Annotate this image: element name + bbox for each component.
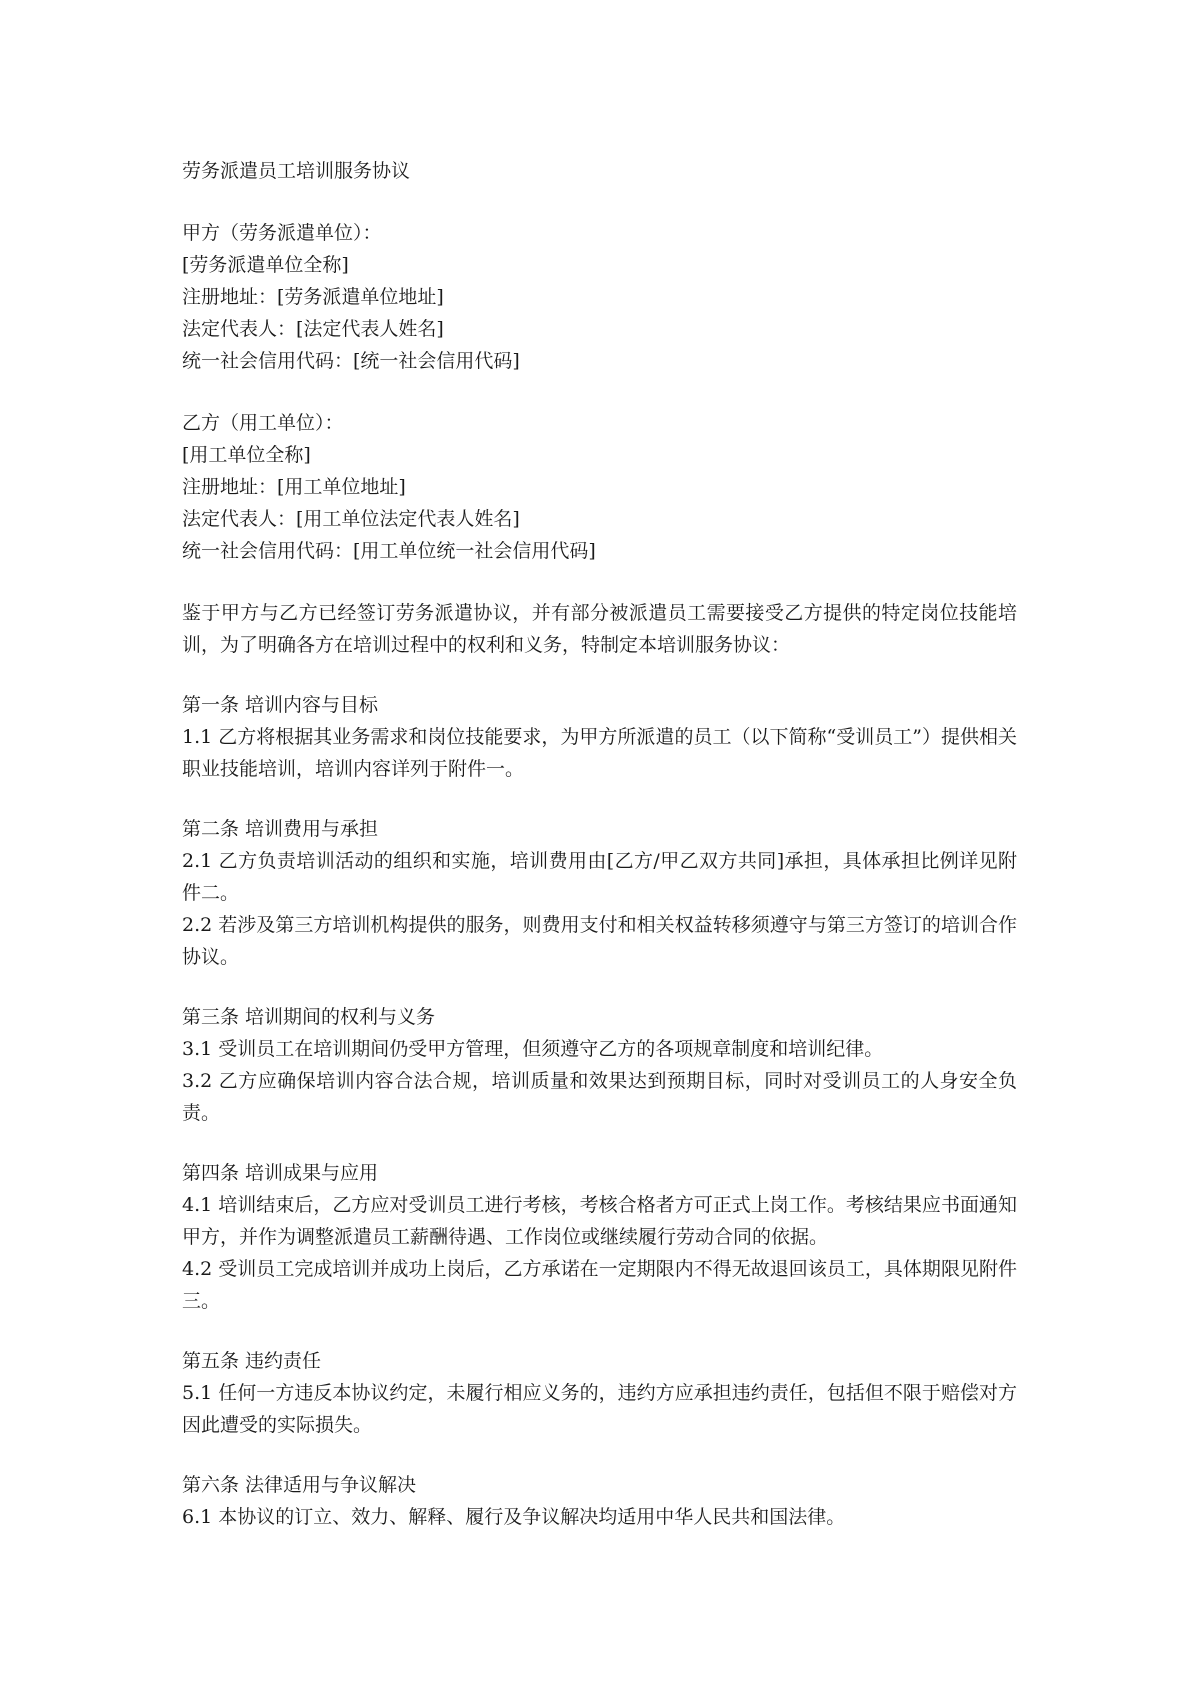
article-3 [182,1001,1017,1129]
party-b-address: 注册地址：[用工单位地址] [182,476,406,498]
clause-2-2: 2.2 若涉及第三方培训机构提供的服务，则费用支付和相关权益转移须遵守与第三方签订的培训合作协议。 [182,914,1017,968]
party-a-representative: 法定代表人：[法定代表人姓名] [182,318,444,340]
clause-5-1: 5.1 任何一方违反本协议约定，未履行相应义务的，违约方应承担违约责任，包括但不限于赔偿对方因此遭受的实际损失。 [182,1382,1017,1436]
article-heading: 第一条 培训内容与目标 [182,694,379,716]
party-b-block [182,407,1017,567]
party-a-name: [劳务派遣单位全称] [182,254,349,276]
clause-4-2: 4.2 受训员工完成培训并成功上岗后，乙方承诺在一定期限内不得无故退回该员工，具体期限见附件三。 [182,1258,1017,1312]
article-5 [182,1345,1017,1441]
party-a-block [182,217,1017,377]
clause-6-1: 6.1 本协议的订立、效力、解释、履行及争议解决均适用中华人民共和国法律。 [182,1506,846,1528]
party-b-credit-code: 统一社会信用代码：[用工单位统一社会信用代码] [182,540,596,562]
article-heading: 第五条 违约责任 [182,1350,322,1372]
article-heading: 第三条 培训期间的权利与义务 [182,1006,436,1028]
clause-3-2: 3.2 乙方应确保培训内容合法合规，培训质量和效果达到预期目标，同时对受训员工的人身安全负责。 [182,1070,1017,1124]
spacer [182,973,1017,1001]
article-1 [182,689,1017,785]
party-a-credit-code: 统一社会信用代码：[统一社会信用代码] [182,350,520,372]
clause-4-1: 4.1 培训结束后，乙方应对受训员工进行考核，考核合格者方可正式上岗工作。考核结果应书面通知甲方，并作为调整派遣员工薪酬待遇、工作岗位或继续履行劳动合同的依据。 [182,1194,1017,1248]
spacer [182,1129,1017,1157]
party-b-representative: 法定代表人：[用工单位法定代表人姓名] [182,508,520,530]
spacer [182,1317,1017,1345]
article-heading: 第四条 培训成果与应用 [182,1162,379,1184]
clause-1-1: 1.1 乙方将根据其业务需求和岗位技能要求，为甲方所派遣的员工（以下简称“受训员工”）提供相关职业技能培训，培训内容详列于附件一。 [182,726,1017,780]
article-heading: 第二条 培训费用与承担 [182,818,379,840]
spacer [182,785,1017,813]
spacer [182,567,1017,597]
article-heading: 第六条 法律适用与争议解决 [182,1474,417,1496]
clause-2-1: 2.1 乙方负责培训活动的组织和实施，培训费用由[乙方/甲乙双方共同]承担，具体承担比例详见附件二。 [182,850,1017,904]
spacer [182,1441,1017,1469]
article-4 [182,1157,1017,1317]
spacer [182,187,1017,217]
article-2 [182,813,1017,973]
party-b-heading: 乙方（用工单位）： [182,412,344,434]
preamble: 鉴于甲方与乙方已经签订劳务派遣协议，并有部分被派遣员工需要接受乙方提供的特定岗位技能培训，为了明确各方在培训过程中的权利和义务，特制定本培训服务协议： [182,602,1017,656]
document-title: 劳务派遣员工培训服务协议 [182,160,411,182]
party-a-address: 注册地址：[劳务派遣单位地址] [182,286,444,308]
party-b-name: [用工单位全称] [182,444,311,466]
spacer [182,661,1017,689]
article-6 [182,1469,1017,1533]
spacer [182,377,1017,407]
document-page [182,155,1017,1533]
clause-3-1: 3.1 受训员工在培训期间仍受甲方管理，但须遵守乙方的各项规章制度和培训纪律。 [182,1038,884,1060]
party-a-heading: 甲方（劳务派遣单位）： [182,222,382,244]
